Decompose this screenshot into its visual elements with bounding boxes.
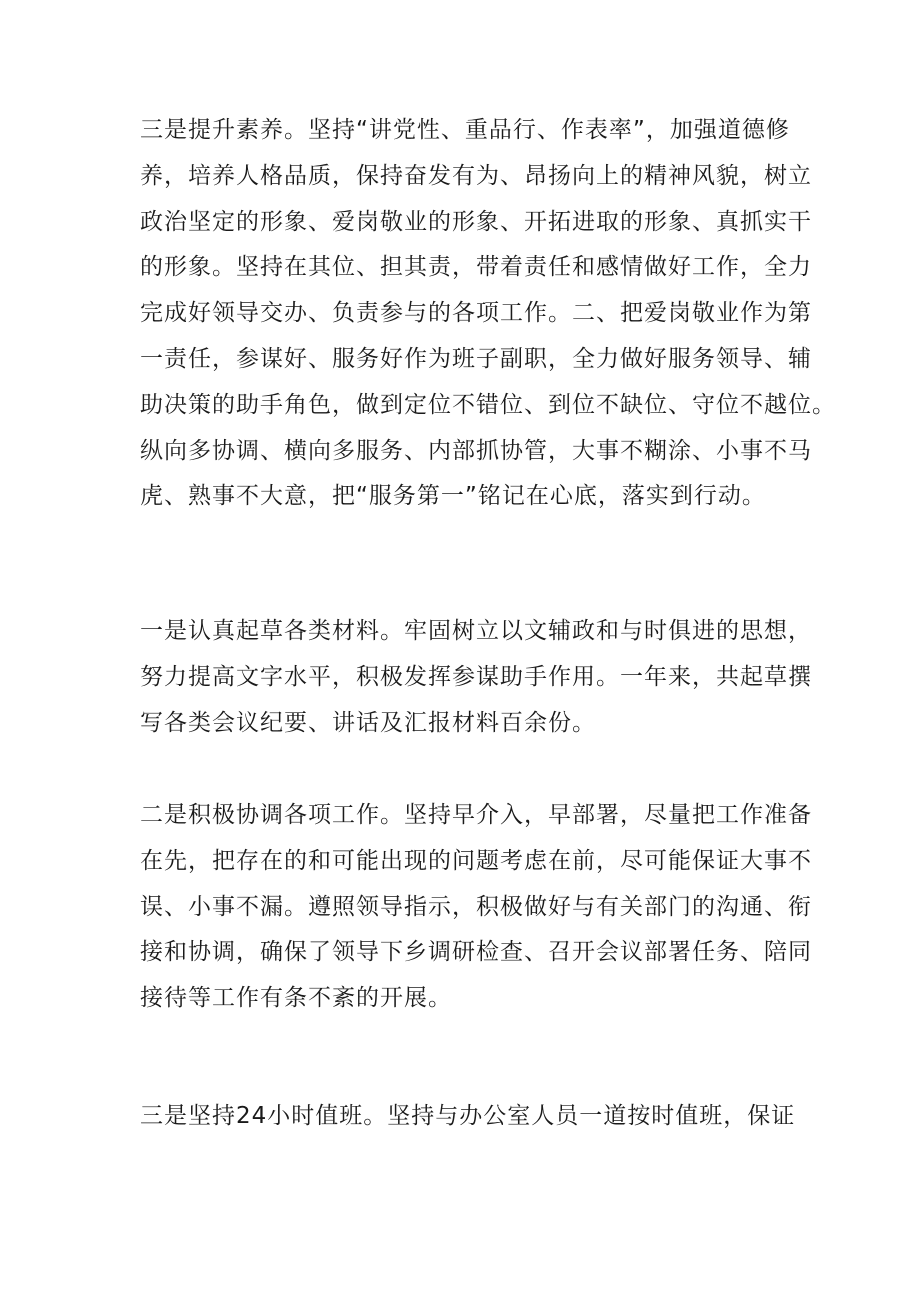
text-line: 努力提高文字水平，积极发挥参谋助手作用。一年来，共起草撰 xyxy=(140,663,812,690)
text-line: 完成好领导交办、负责参与的各项工作。二、把爱岗敬业作为第 xyxy=(140,300,812,327)
text-line: 在先，把存在的和可能出现的问题考虑在前，尽可能保证大事不 xyxy=(140,847,812,874)
text-line: 纵向多协调、横向多服务、内部抓协管，大事不糊涂、小事不马 xyxy=(140,437,812,464)
paragraph-duty-24h xyxy=(140,1094,800,1140)
text-line: 接和协调，确保了领导下乡调研检查、召开会议部署任务、陪同 xyxy=(140,939,812,966)
text-line: 虎、熟事不大意，把“服务第一”铭记在心底，落实到行动。 xyxy=(140,483,766,510)
paragraph-improve-quality xyxy=(140,108,836,520)
text-line: 一是认真起草各类材料。牢固树立以文辅政和与时俱进的思想， xyxy=(140,618,812,644)
text-line: 政治坚定的形象、爱岗敬业的形象、开拓进取的形象、真抓实干 xyxy=(140,208,812,235)
text-line: 的形象。坚持在其位、担其责，带着责任和感情做好工作，全力 xyxy=(140,254,812,281)
text-line: 助决策的助手角色，做到定位不错位、到位不缺位、守位不越位。 xyxy=(140,391,836,418)
paragraph-drafting-materials xyxy=(140,609,812,746)
text-line: 三是坚持24小时值班。坚持与办公室人员一道按时值班，保证 xyxy=(140,1103,796,1129)
paragraph-coordination xyxy=(140,793,812,1022)
text-line: 养，培养人格品质，保持奋发有为、昂扬向上的精神风貌，树立 xyxy=(140,162,812,189)
text-line: 写各类会议纪要、讲话及汇报材料百余份。 xyxy=(140,709,596,736)
text-line: 一责任，参谋好、服务好作为班子副职，全力做好服务领导、辅 xyxy=(140,345,812,372)
text-line: 误、小事不漏。遵照领导指示，积极做好与有关部门的沟通、衔 xyxy=(140,893,812,920)
text-line: 接待等工作有条不紊的开展。 xyxy=(140,985,452,1012)
text-line: 三是提升素养。坚持“讲党性、重品行、作表率”，加强道德修 xyxy=(140,117,790,143)
text-line: 二是积极协调各项工作。坚持早介入，早部署，尽量把工作准备 xyxy=(140,802,812,828)
